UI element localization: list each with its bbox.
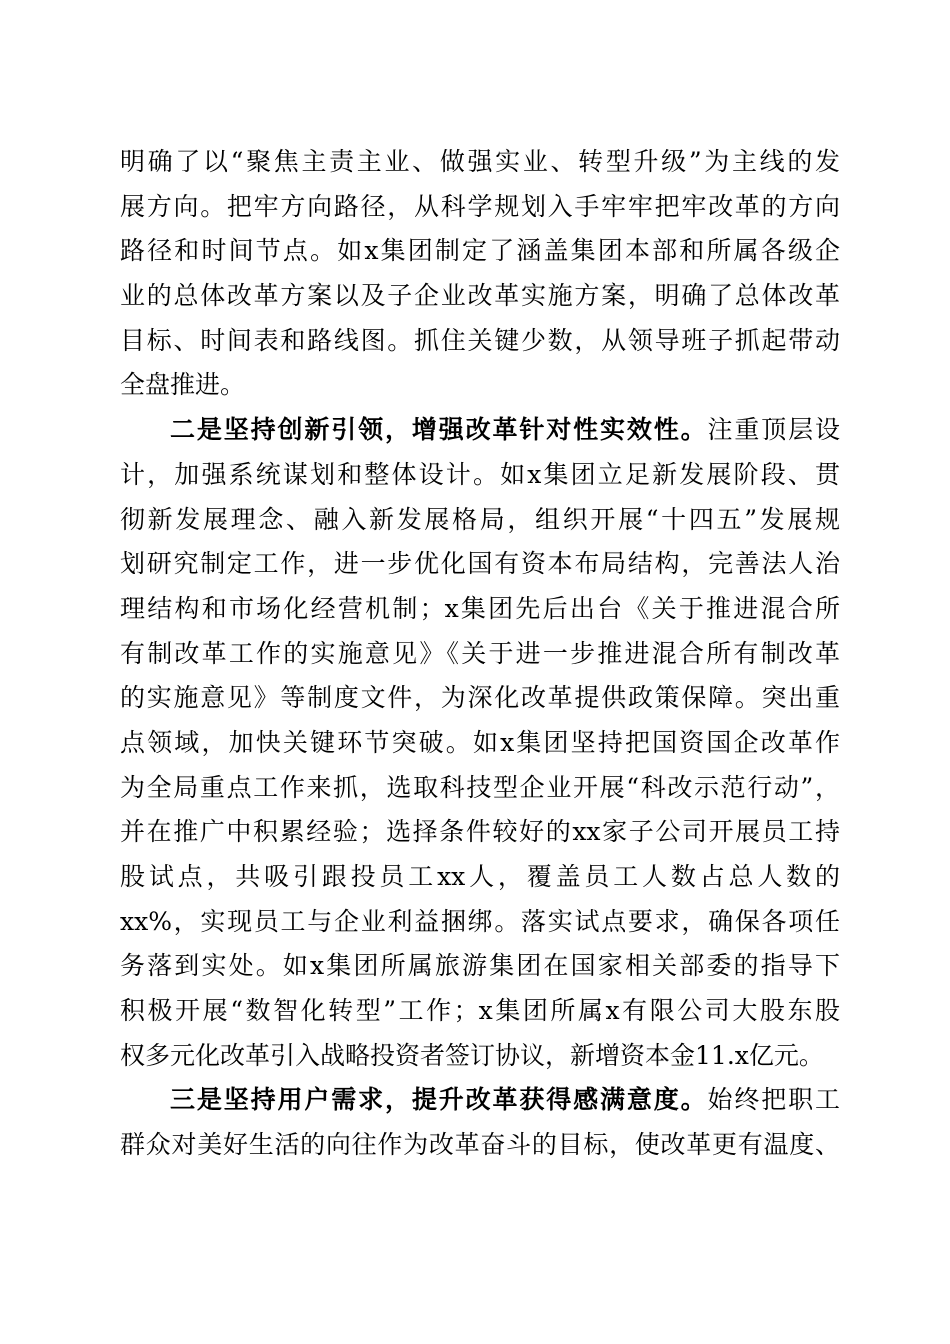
text-line: 划研究制定工作，进一步优化国有资本布局结构，完善法人治 (120, 549, 840, 579)
paragraph-first-line (120, 1078, 840, 1123)
section-heading: 二是坚持创新引领，增强改革针对性实效性。 (170, 415, 708, 445)
text-line: 务落到实处。如x集团所属旅游集团在国家相关部委的指导下 (120, 951, 840, 981)
text-line: 并在推广中积累经验；选择条件较好的xx家子公司开展员工持 (120, 817, 840, 847)
section-heading: 三是坚持用户需求，提升改革获得感满意度。 (170, 1085, 708, 1115)
document-body (120, 140, 840, 1168)
text-run: 注重顶层设 (707, 415, 840, 445)
text-line: 股试点，共吸引跟投员工xx人，覆盖员工人数占总人数的 (120, 862, 840, 891)
text-line: 目标、时间表和路线图。抓住关键少数，从领导班子抓起带动 (120, 325, 840, 355)
text-line: 全盘推进。 (120, 370, 246, 400)
text-line: 计，加强系统谋划和整体设计。如x集团立足新发展阶段、贯 (120, 459, 840, 489)
text-line: 明确了以“聚焦主责主业、做强实业、转型升级”为主线的发 (120, 147, 840, 176)
text-line: 彻新发展理念、融入新发展格局，组织开展“十四五”发展规 (120, 504, 840, 534)
text-line: 权多元化改革引入战略投资者签订协议，新增资本金11.x亿元。 (120, 1040, 824, 1070)
text-line: 理结构和市场化经营机制；x集团先后出台《关于推进混合所 (120, 593, 840, 623)
text-line: xx%，实现员工与企业利益捆绑。落实试点要求，确保各项任 (120, 906, 840, 936)
text-line: 的实施意见》等制度文件，为深化改革提供政策保障。突出重 (120, 683, 840, 713)
text-run: 始终把职工 (707, 1085, 840, 1115)
paragraph-first-line (120, 408, 840, 453)
text-line: 业的总体改革方案以及子企业改革实施方案，明确了总体改革 (120, 281, 840, 311)
text-line: 有制改革工作的实施意见》《关于进一步推进混合所有制改革 (120, 638, 840, 668)
text-line: 为全局重点工作来抓，选取科技型企业开展“科改示范行动”， (120, 772, 840, 802)
text-line: 点领域，加快关键环节突破。如x集团坚持把国资国企改革作 (120, 727, 840, 757)
text-line: 路径和时间节点。如x集团制定了涵盖集团本部和所属各级企 (120, 236, 840, 266)
text-line: 展方向。把牢方向路径，从科学规划入手牢牢把牢改革的方向 (120, 191, 840, 221)
text-line: 积极开展“数智化转型”工作；x集团所属x有限公司大股东股 (120, 996, 840, 1026)
text-line: 群众对美好生活的向往作为改革奋斗的目标，使改革更有温度、 (120, 1130, 840, 1160)
